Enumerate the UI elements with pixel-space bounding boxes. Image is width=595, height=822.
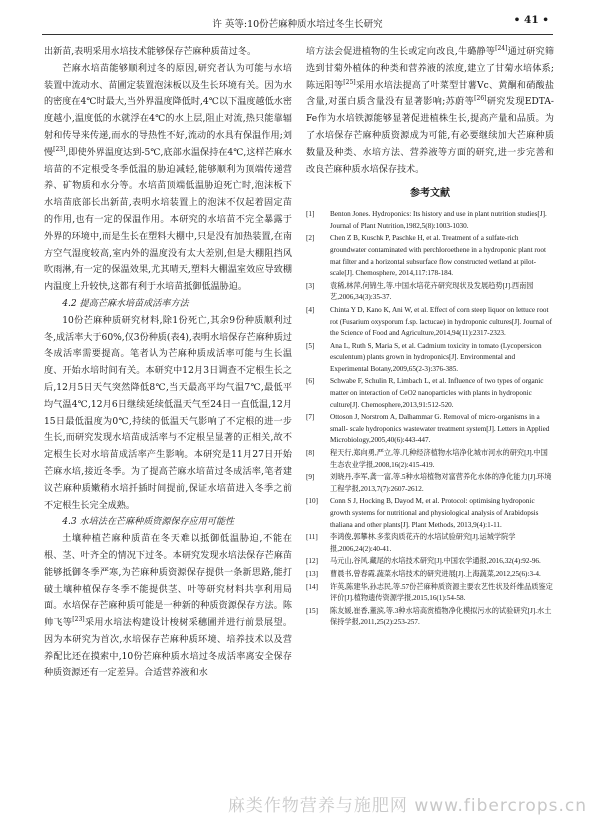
reference-text: 曹晨书,曾春霞.蔬菜水培技术的研究进展[J].上海蔬菜,2012,25(6):3-4. [330, 569, 541, 578]
reference-number: [8] [306, 449, 315, 458]
citation[interactable]: [23] [53, 145, 66, 153]
reference-number: [15] [306, 606, 318, 615]
reference-number: [2] [306, 234, 315, 243]
reference-text: 马元山,谷风.藏尾的水培技术研究[J].中国农学通报,2016,32(4):92-96. [330, 557, 541, 566]
reference-text: 许英,陈建华,孙志民,等.57份芒麻种质资源主要农艺性状及纤维品质鉴定评价[J].植物遗传资源学报,2015,16(1):54-58. [330, 582, 553, 603]
paragraph: 10份芒麻种质研究材料,除1份死亡,其余9份种质顺利过冬,成活率大于60%,仅3份种质(表4),表明水培保存芒麻种质过冬成活率需要提高。笔者认为芒麻种质成活率可能与生长温度、开始水培时间有关。本研究中12月3日调查不定根生长之后,12月5日天气突然降低8℃,当天最高平均气温7℃,最低平均气温4℃,12月6日继续延续低温天气至24日一直低温,12月15日最低温度为0℃,持续的低温天气影响了不定根的进一步生长,而研究发现水培苗成活率与不定根呈显著的正相关,故不定根生长对水培苗成活率产生影响。本研究是11月27日开始芒麻水培,接近冬季。为了提高芒麻水培苗过冬成活率,笔者建议芒麻种质嫩稍水培扦插时间提前,保证水培苗进入冬季之前不定根生长完全成熟。 [44, 315, 292, 511]
reference-item [306, 556, 554, 568]
citation[interactable]: [24] [495, 44, 508, 52]
reference-item [306, 209, 554, 232]
reference-text: 程天行,郑向勇,严立,等.几种经济植物水培净化城市河水的研究[J].中国生态农业学报,2008,16(2):415-419. [330, 449, 548, 469]
reference-text: Ana L, Ruth S, Maria S, et al. Cadmium toxicity in tomato (Lycopersicon esculentum) plants grown in hydroponics[J]. Environmental and Experimental Botany,2009,65(2-3):376-385. [330, 341, 542, 373]
reference-item [306, 606, 554, 629]
reference-number: [4] [306, 305, 315, 314]
reference-item [306, 305, 554, 340]
reference-text: 袁稀,林萍,何锦生,等.中国水培花卉研究现状及发展趋势[J].西南园艺,2006,34(3):35-37. [330, 281, 534, 302]
reference-text: Conn S J, Hocking B, Dayod M, et al. Protocol: optimising hydroponic growth systems for nutritional and physiological analysis of Arabidopsis thaliana and other plants[J]. Plant Methods, 2013,9(4):1-11. [330, 497, 539, 529]
right-column [306, 44, 554, 630]
paragraph: 芒麻水培苗能够顺利过冬的原因,研究者认为可能与水培装置中流动水、苗圃定装置泡沫板以及生长环境有关。因为水的密度在4℃时最大,当外界温度降低时,4℃以下温度越低水密度越小,温度低的水就浮在4℃的水上层,阻止对流,热只能靠辐射和传导来传递,而水的导热性不好,流动的水具有保温作用;刘慢[23],即使外界温度达到-5℃,底部水温保持在4℃,这样芒麻水培苗的不定根受冬季低温的胁迫减轻,能够顺利为顶端传递营养、矿物质和水分等。水培苗顶端低温胁迫死亡时,泡沫板下水培苗底部长出新苗,表明水培装置上的泡沫不仅起着固定苗的作用,也有一定的保温作用。本研究的水培苗不完全暴露于外界的环境中,而是生长在塑料大棚中,只是没有加热装置,在南方空气湿度较高,室内外的温度没有太大差别,但是大棚阻挡风吹雨淋,有一定的保温效果,尤其晴天,塑料大棚温室效应导致棚内温度上升较快,这都有利于水培苗抵御低温胁迫。 [44, 63, 292, 293]
reference-item [306, 496, 554, 531]
reference-item [306, 341, 554, 376]
reference-list [306, 209, 554, 629]
running-header [42, 14, 553, 35]
left-column [44, 44, 292, 682]
paragraph: 培方法会促进植物的生长或定向改良,牛璐静等[24]通过研究筛选到甘菊外植体的种类和营养液的浓度,建立了甘菊水培体系;陈远阳等[25]采用水培法提高了叶菜型甘薯Vc、黄酮和硝酸盐含量,对蛋白质含量没有显著影响;苏蔚等[26]研究发现EDTA-Fe作为水培铁源能够显著促进植株生长,提高产量和品质。为了水培保存芒麻种质资源成为可能,有必要继续加大芒麻种质数量及种类、水培方法、营养液等方面的研究,进一步完善和改良芒麻种质水培保存技术。 [306, 44, 554, 175]
references-heading: 参考文献 [410, 188, 450, 200]
reference-number: [7] [306, 413, 315, 422]
reference-number: [11] [306, 533, 318, 542]
reference-item [306, 582, 554, 605]
paragraph: 土壤种植芒麻种质苗在冬天难以抵御低温胁迫,不能在根、茎、叶齐全的情况下过冬。本研究发现水培法保存芒麻苗能够抵御冬季严寒,为芒麻种质资源保存提供一条新思路,能打破土壤种植保存冬季不能提供茎、叶等研究材料共享利用局面。水培保存芒麻种质可能是一种新的种质资源保存方法。陈帅飞等[23]采用水培法构建设计梭树采穗圃并进行前景展望。因为本研究为首次,水培保存芒麻种质环境、培养技术以及营养配比还在摸索中,10份芒麻种质水培过冬成活率离安全保存种质资源还有一定差异。合适营养液和水 [44, 534, 292, 679]
reference-item [306, 569, 554, 581]
citation[interactable]: [25] [343, 78, 356, 86]
running-title: 许 英等:10份芒麻种质水培过冬生长研究 [212, 19, 383, 30]
reference-text: Chinta Y D, Kano K, Ani W, et al. Effect of corn steep liquor on lettuce root rot (Fusarium oxysporum f.sp. lactucae) in hydroponic cultures[J]. Journal of the Science of Food and Agriculture,2014,94(11):2317-2323. [330, 305, 552, 338]
citation[interactable]: [23] [72, 616, 85, 624]
reference-item [306, 412, 554, 447]
reference-number: [6] [306, 377, 315, 386]
reference-text: Ottoson J, Norstrom A, Dalhammar G. Removal of micro-organisms in a small- scale hydroponics wastewater treatment system[J]. Letters in Applied Microbiology,2005,40(6):443-447. [330, 413, 550, 445]
reference-number: [9] [306, 473, 315, 482]
reference-text: Schwabe F, Schulin R, Limbach L, et al. Influence of two types of organic matter on interaction of CeO2 nanoparticles with plants in hydroponic culture[J]. Chemosphere,2013,91:512-520. [330, 377, 544, 409]
watermark: 麻类作物营养与施肥网 www.fibercrops.cn [227, 796, 587, 816]
reference-text: Benton Jones. Hydroponics: Its history and use in plant nutrition studies[J]. Journal of Plant Nutrition,1982,5(8):1003-1030. [330, 210, 547, 230]
reference-text: 刘晓丹,李军,龚一富,等.5种水培植物对富营养化水体的净化能力[J].环境工程学报,2013,7(7):2607-2612. [330, 473, 552, 493]
reference-number: [12] [306, 557, 318, 566]
reference-number: [10] [306, 497, 318, 506]
section-heading: 4.2 提高芒麻水培苗成活率方法 [62, 298, 189, 309]
citation[interactable]: [26] [474, 95, 487, 103]
reference-item [306, 281, 554, 304]
reference-number: [5] [306, 341, 315, 350]
reference-number: [1] [306, 210, 315, 219]
section-heading: 4.3 水培法在芒麻种质资源保存应用可能性 [62, 517, 235, 528]
reference-item [306, 376, 554, 411]
reference-text: Chen Z B, Kuschk P, Paschke H, et al. Treatment of a sulfate-rich groundwater contaminated with perchloroethene in a hydroponic plant root mat filter and a horizontal subsurface flow constructed wetland at pilot-scale[J]. Chemosphere, 2014,117:178-184. [330, 234, 546, 278]
reference-item [306, 532, 554, 555]
reference-text: 陈友媛,崔香,董滨,等.3种水培高赏植物净化模拟污水的试验研究[J].水土保持学报,2011,25(2):253-257. [330, 606, 552, 627]
paragraph: 出新苗,表明采用水培技术能够保存芒麻种质苗过冬。 [44, 47, 257, 57]
reference-item [306, 233, 554, 279]
reference-item [306, 448, 554, 471]
reference-number: [13] [306, 569, 318, 578]
page-number: • 41 • [513, 14, 549, 26]
reference-number: [14] [306, 582, 318, 591]
reference-number: [3] [306, 281, 315, 290]
reference-text: 李鸿俊,郭攀林.多浆肉质花卉的水培试验研究[J].运城学院学报,2006,24(2):40-41. [330, 533, 516, 553]
reference-item [306, 472, 554, 495]
